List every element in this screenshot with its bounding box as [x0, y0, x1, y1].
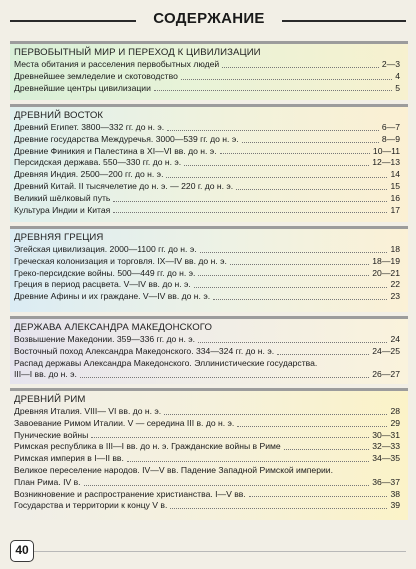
entry-label: Древнейшее земледелие и скотоводство	[14, 70, 178, 81]
entry-label: Места обитания и расселения первобытных людей	[14, 59, 220, 69]
entry-label-continued: План Рима. IV в.	[14, 476, 81, 487]
dot-leader	[170, 507, 387, 509]
entry-page: 28	[390, 406, 400, 416]
toc-entry[interactable]	[14, 193, 400, 205]
dot-leader	[237, 425, 387, 427]
dot-leader	[230, 263, 369, 265]
dot-leader	[277, 353, 369, 355]
entry-label: Древние Финикия и Палестина в XI—VI вв. до н. э.	[14, 145, 217, 156]
entry-label: Римская империя в I—II вв.	[14, 453, 124, 464]
toc-entry[interactable]	[14, 489, 400, 501]
toc-entry[interactable]	[14, 157, 400, 169]
section-ancient-rome	[10, 388, 408, 520]
entry-page: 2—3	[381, 59, 400, 69]
toc-entry[interactable]	[14, 122, 400, 134]
dot-leader	[181, 78, 392, 80]
dot-leader	[198, 274, 369, 276]
entry-page: 6—7	[381, 122, 400, 132]
toc-entry[interactable]	[14, 244, 400, 256]
header-rule-right	[282, 20, 406, 22]
entry-page: 38	[390, 488, 400, 499]
section-title: ДЕРЖАВА АЛЕКСАНДРА МАКЕДОНСКОГО	[14, 322, 213, 333]
toc-entry-line1[interactable]	[14, 358, 400, 370]
dot-leader	[80, 376, 369, 378]
entry-label: Культура Индии и Китая	[14, 204, 111, 215]
toc-entry[interactable]	[14, 169, 400, 181]
contents-header	[0, 8, 416, 34]
dot-leader	[113, 200, 387, 202]
toc-entry[interactable]	[14, 83, 400, 95]
entry-page: 24	[390, 334, 400, 344]
entry-page: 30—31	[372, 429, 400, 440]
section-title: ДРЕВНИЙ ВОСТОК	[14, 110, 104, 121]
entry-page: 10—11	[372, 145, 400, 156]
toc-entry[interactable]	[14, 59, 400, 71]
toc-entry[interactable]	[14, 181, 400, 193]
section-title: ДРЕВНЯЯ ГРЕЦИЯ	[14, 232, 104, 243]
entry-label: Возникновение и распространение христианства. I—V вв.	[14, 488, 246, 499]
entry-label: Греческая колонизация и торговля. IX—IV вв. до н. э.	[14, 255, 227, 266]
entry-label: Древние Афины и их граждане. V—IV вв. до н. э.	[14, 291, 211, 302]
toc-entry[interactable]	[14, 71, 400, 83]
footer-rule	[34, 551, 406, 552]
entry-page: 18—19	[372, 255, 400, 266]
section-title: ПЕРВОБЫТНЫЙ МИР И ПЕРЕХОД К ЦИВИЛИЗАЦИИ	[14, 47, 261, 58]
entry-page: 18	[390, 244, 400, 254]
toc-entry[interactable]	[14, 430, 400, 442]
entry-page: 22	[390, 279, 400, 290]
dot-leader	[213, 298, 387, 300]
entry-label: Распад державы Александра Македонского. Эллинистические государства.	[14, 357, 318, 368]
entry-label: Древний Египет. 3800—332 гг. до н. э.	[14, 122, 165, 132]
entry-page: 14	[390, 169, 400, 180]
toc-entry[interactable]	[14, 500, 400, 512]
toc-entry-line2[interactable]	[14, 477, 400, 489]
entry-label: Завоевание Римом Италии. V — середина III в. до н. э.	[14, 417, 235, 428]
entry-label-continued: III—I вв. до н. э.	[14, 369, 77, 380]
entry-page: 34—35	[372, 453, 400, 464]
toc-entry[interactable]	[14, 205, 400, 217]
section-primitive-world	[10, 41, 408, 100]
page-number-badge: 40	[10, 540, 34, 562]
dot-leader	[194, 286, 388, 288]
entry-page: 4	[395, 70, 400, 81]
entry-label: Великое переселение народов. IV—V вв. Падение Западной Римской империи.	[14, 464, 333, 475]
entry-label: Древняя Индия. 2500—200 гг. до н. э.	[14, 169, 164, 180]
header-rule-left	[10, 20, 136, 22]
dot-leader	[220, 152, 370, 154]
entry-label: Пунические войны	[14, 429, 89, 440]
entry-page: 29	[390, 417, 400, 428]
dot-leader	[113, 211, 387, 213]
entry-page: 24—25	[372, 345, 400, 356]
toc-entry[interactable]	[14, 441, 400, 453]
entry-label: Восточный поход Александра Македонского. 334—324 гг. до н. э.	[14, 345, 275, 356]
page-title: СОДЕРЖАНИЕ	[153, 10, 265, 27]
toc-entry[interactable]	[14, 453, 400, 465]
toc-entry[interactable]	[14, 279, 400, 291]
dot-leader	[222, 66, 379, 68]
entry-label: Возвышение Македонии. 359—336 гг. до н. э.	[14, 334, 196, 344]
toc-entry-line1[interactable]	[14, 465, 400, 477]
dot-leader	[84, 484, 370, 486]
entry-label: Римская республика в III—I вв. до н. э. Гражданские войны в Риме	[14, 441, 281, 452]
entry-page: 5	[395, 82, 400, 93]
dot-leader	[284, 448, 370, 450]
entry-page: 15	[390, 180, 400, 191]
entry-label: Древнейшие центры цивилизации	[14, 82, 151, 93]
section-alexander-empire	[10, 316, 408, 384]
entry-label: Государства и территории к концу V в.	[14, 500, 168, 511]
entry-label: Персидская держава. 550—330 гг. до н. э.	[14, 157, 182, 168]
dot-leader	[236, 188, 387, 190]
entry-label: Древняя Италия. VIII— VI вв. до н. э.	[14, 406, 162, 416]
entry-page: 16	[390, 192, 400, 203]
toc-entry[interactable]	[14, 268, 400, 280]
dot-leader	[249, 495, 388, 497]
toc-entry[interactable]	[14, 291, 400, 303]
entry-page: 32—33	[372, 441, 400, 452]
dot-leader	[200, 251, 388, 253]
toc-entry-line2[interactable]	[14, 369, 400, 381]
entry-page: 23	[390, 291, 400, 302]
toc-entry[interactable]	[14, 418, 400, 430]
entry-label: Древний Китай. II тысячелетие до н. э. — 220 г. до н. э.	[14, 180, 234, 191]
section-ancient-east	[10, 104, 408, 222]
dot-leader	[127, 460, 369, 462]
entry-label: Эгейская цивилизация. 2000—1100 гг. до н. э.	[14, 244, 197, 254]
dot-leader	[164, 413, 387, 415]
dot-leader	[166, 176, 387, 178]
toc-entry[interactable]	[14, 256, 400, 268]
entry-page: 12—13	[372, 157, 400, 168]
entry-page: 8—9	[381, 133, 400, 144]
dot-leader	[242, 141, 379, 143]
dot-leader	[167, 129, 379, 131]
dot-leader	[184, 164, 369, 166]
toc-entry[interactable]	[14, 146, 400, 158]
entry-label: Греко-персидские войны. 500—449 гг. до н. э.	[14, 267, 196, 278]
entry-page: 39	[390, 500, 400, 511]
dot-leader	[91, 436, 369, 438]
entry-page: 17	[390, 204, 400, 215]
dot-leader	[154, 89, 392, 91]
toc-entry[interactable]	[14, 406, 400, 418]
entry-label: Великий шёлковый путь	[14, 192, 111, 203]
entry-page: 26—27	[372, 369, 400, 380]
section-ancient-greece	[10, 226, 408, 312]
entry-label: Древние государства Междуречья. 3000—539 гг. до н. э.	[14, 133, 239, 144]
section-title: ДРЕВНИЙ РИМ	[14, 394, 86, 405]
toc-entry[interactable]	[14, 346, 400, 358]
entry-label: Греция в период расцвета. V—IV вв. до н. э.	[14, 279, 191, 290]
entry-page: 36—37	[372, 476, 400, 487]
toc-entry[interactable]	[14, 334, 400, 346]
dot-leader	[198, 341, 387, 343]
toc-entry[interactable]	[14, 134, 400, 146]
entry-page: 20—21	[372, 267, 400, 278]
